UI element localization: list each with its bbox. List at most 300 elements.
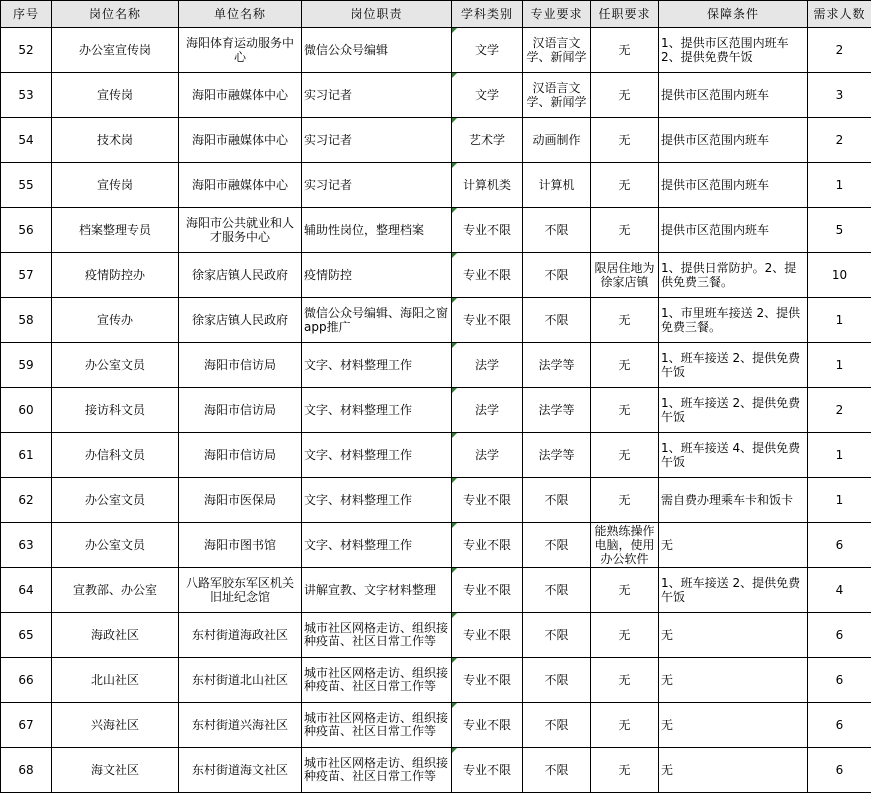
cell-condition [659, 748, 808, 793]
cell-unit-name [179, 298, 302, 343]
cell-count-text: 3 [835, 88, 844, 102]
cell-category [452, 73, 523, 118]
cell-major-text: 法学等 [538, 358, 575, 372]
cell-count-text: 2 [835, 403, 844, 417]
cell-post-name [52, 478, 179, 523]
cell-unit-name [179, 388, 302, 433]
cell-category-text: 专业不限 [462, 538, 511, 552]
table-row [1, 73, 871, 118]
cell-unit-name [179, 28, 302, 73]
cell-serial [1, 478, 52, 523]
cell-duty [302, 478, 452, 523]
cell-duty-text: 实习记者 [304, 133, 353, 147]
cell-serial-text: 54 [18, 133, 34, 147]
cell-post-name-text: 办信科文员 [84, 448, 145, 462]
column-header: 专业要求 [523, 1, 591, 28]
cell-requirement-text: 无 [618, 88, 631, 102]
cell-condition-text: 1、提供日常防护。2、提供免费三餐。 [661, 261, 797, 289]
cell-post-name [52, 253, 179, 298]
column-header: 学科类别 [452, 1, 523, 28]
cell-post-name-text: 档案整理专员 [78, 223, 151, 237]
cell-count [808, 433, 871, 478]
cell-requirement [591, 703, 659, 748]
cell-major-text: 动画制作 [532, 133, 581, 147]
cell-condition [659, 163, 808, 208]
cell-post-name-text: 宣教部、办公室 [72, 583, 157, 597]
cell-major-text: 法学等 [538, 448, 575, 462]
column-header: 岗位职责 [302, 1, 452, 28]
cell-count [808, 523, 871, 568]
cell-condition [659, 703, 808, 748]
cell-condition-text: 1、班车接送 2、提供免费午饭 [661, 576, 801, 604]
cell-post-name-text: 宣传办 [96, 313, 133, 327]
cell-count [808, 748, 871, 793]
cell-condition-text: 1、班车接送 2、提供免费午饭 [661, 396, 801, 424]
cell-requirement-text: 无 [618, 583, 631, 597]
cell-major [523, 208, 591, 253]
cell-count [808, 118, 871, 163]
cell-requirement [591, 478, 659, 523]
table-row [1, 568, 871, 613]
cell-condition-text: 需自费办理乘车卡和饭卡 [661, 493, 794, 507]
cell-major-text: 不限 [544, 268, 569, 282]
cell-condition [659, 28, 808, 73]
cell-count-text: 6 [835, 763, 844, 777]
cell-major-text: 不限 [544, 313, 569, 327]
cell-serial [1, 613, 52, 658]
cell-unit-name [179, 253, 302, 298]
cell-condition [659, 388, 808, 433]
cell-condition [659, 523, 808, 568]
cell-major [523, 73, 591, 118]
table-row [1, 118, 871, 163]
cell-serial [1, 658, 52, 703]
cell-category-text: 文学 [474, 43, 499, 57]
cell-condition [659, 478, 808, 523]
cell-serial-text: 53 [18, 88, 34, 102]
table-body [1, 28, 871, 793]
cell-unit-name [179, 748, 302, 793]
cell-requirement-text: 无 [618, 178, 631, 192]
cell-post-name-text: 北山社区 [90, 673, 139, 687]
cell-duty-text: 辅助性岗位，整理档案 [304, 223, 425, 237]
cell-unit-name-text: 海阳市融媒体中心 [191, 88, 288, 102]
cell-unit-name-text: 徐家店镇人民政府 [191, 268, 288, 282]
cell-major-text: 不限 [544, 763, 569, 777]
cell-unit-name-text: 海阳市医保局 [203, 493, 276, 507]
cell-count [808, 163, 871, 208]
cell-requirement-text: 无 [618, 718, 631, 732]
table-row [1, 658, 871, 703]
cell-post-name-text: 技术岗 [96, 133, 133, 147]
cell-duty [302, 433, 452, 478]
cell-duty-text: 城市社区网格走访、组织接种疫苗、社区日常工作等 [304, 757, 449, 783]
cell-count [808, 298, 871, 343]
cell-unit-name-text: 海阳市融媒体中心 [191, 178, 288, 192]
cell-duty [302, 613, 452, 658]
cell-unit-name-text: 海阳市公共就业和人才服务中心 [185, 216, 294, 244]
cell-duty-text: 城市社区网格走访、组织接种疫苗、社区日常工作等 [304, 622, 449, 648]
cell-unit-name [179, 118, 302, 163]
cell-category-text: 专业不限 [462, 223, 511, 237]
cell-unit-name [179, 703, 302, 748]
cell-post-name [52, 73, 179, 118]
cell-condition-text: 提供市区范围内班车 [661, 88, 770, 102]
cell-post-name [52, 208, 179, 253]
cell-category-text: 专业不限 [462, 313, 511, 327]
cell-count [808, 568, 871, 613]
cell-post-name [52, 343, 179, 388]
cell-major-text: 计算机 [538, 178, 575, 192]
cell-condition-text: 1、市里班车接送 2、提供免费三餐。 [661, 306, 801, 334]
column-header: 序号 [1, 1, 52, 28]
cell-category [452, 523, 523, 568]
cell-condition [659, 433, 808, 478]
cell-major [523, 523, 591, 568]
cell-duty-text: 实习记者 [304, 178, 353, 192]
cell-major [523, 163, 591, 208]
cell-count [808, 478, 871, 523]
cell-count-text: 2 [835, 133, 844, 147]
cell-serial [1, 253, 52, 298]
table-row [1, 163, 871, 208]
cell-unit-name [179, 73, 302, 118]
cell-serial [1, 388, 52, 433]
cell-serial-text: 66 [18, 673, 34, 687]
cell-major-text: 不限 [544, 223, 569, 237]
cell-major [523, 298, 591, 343]
cell-duty [302, 748, 452, 793]
cell-post-name [52, 118, 179, 163]
cell-post-name-text: 兴海社区 [90, 718, 139, 732]
cell-unit-name [179, 478, 302, 523]
cell-duty [302, 118, 452, 163]
cell-category-text: 文学 [474, 88, 499, 102]
cell-duty-text: 文字、材料整理工作 [304, 403, 413, 417]
cell-category [452, 703, 523, 748]
cell-major-text: 汉语言文学、新闻学 [526, 36, 587, 64]
cell-condition-text: 提供市区范围内班车 [661, 223, 770, 237]
cell-requirement-text: 无 [618, 403, 631, 417]
cell-requirement [591, 523, 659, 568]
cell-unit-name [179, 523, 302, 568]
cell-serial [1, 433, 52, 478]
cell-duty-text: 城市社区网格走访、组织接种疫苗、社区日常工作等 [304, 712, 449, 738]
cell-count-text: 2 [835, 43, 844, 57]
cell-count [808, 208, 871, 253]
cell-category [452, 118, 523, 163]
cell-serial-text: 64 [18, 583, 34, 597]
cell-requirement [591, 748, 659, 793]
cell-condition-text: 1、班车接送 4、提供免费午饭 [661, 441, 801, 469]
cell-major-text: 法学等 [538, 403, 575, 417]
cell-requirement [591, 298, 659, 343]
cell-category-text: 法学 [474, 448, 499, 462]
cell-requirement-text: 无 [618, 763, 631, 777]
cell-post-name [52, 523, 179, 568]
cell-post-name [52, 433, 179, 478]
cell-major [523, 433, 591, 478]
cell-major-text: 不限 [544, 673, 569, 687]
cell-serial [1, 568, 52, 613]
cell-requirement-text: 限居住地为徐家店镇 [594, 261, 655, 289]
cell-condition [659, 568, 808, 613]
cell-serial-text: 68 [18, 763, 34, 777]
cell-condition [659, 343, 808, 388]
cell-category-text: 专业不限 [462, 673, 511, 687]
cell-duty [302, 253, 452, 298]
cell-category [452, 208, 523, 253]
column-header: 岗位名称 [52, 1, 179, 28]
cell-post-name [52, 568, 179, 613]
cell-unit-name [179, 658, 302, 703]
cell-duty-text: 实习记者 [304, 88, 353, 102]
cell-post-name [52, 388, 179, 433]
cell-count [808, 343, 871, 388]
cell-unit-name-text: 海阳体育运动服务中心 [185, 36, 294, 64]
cell-count-text: 6 [835, 673, 844, 687]
cell-serial-text: 63 [18, 538, 34, 552]
cell-requirement [591, 433, 659, 478]
cell-post-name [52, 163, 179, 208]
cell-category-text: 专业不限 [462, 583, 511, 597]
cell-post-name [52, 298, 179, 343]
cell-condition-text: 1、班车接送 2、提供免费午饭 [661, 351, 801, 379]
column-header: 单位名称 [179, 1, 302, 28]
cell-category [452, 613, 523, 658]
cell-major [523, 658, 591, 703]
cell-category [452, 253, 523, 298]
cell-count-text: 5 [835, 223, 844, 237]
cell-unit-name-text: 徐家店镇人民政府 [191, 313, 288, 327]
table-row [1, 28, 871, 73]
table-row [1, 613, 871, 658]
cell-unit-name-text: 海阳市融媒体中心 [191, 133, 288, 147]
cell-duty-text: 文字、材料整理工作 [304, 448, 413, 462]
cell-duty-text: 疫情防控 [304, 268, 353, 282]
cell-condition-text: 无 [661, 673, 674, 687]
cell-unit-name [179, 163, 302, 208]
cell-duty [302, 343, 452, 388]
column-header: 任职要求 [591, 1, 659, 28]
cell-category [452, 568, 523, 613]
cell-serial-text: 52 [18, 43, 34, 57]
cell-requirement [591, 73, 659, 118]
cell-category-text: 计算机类 [462, 178, 511, 192]
cell-category [452, 433, 523, 478]
cell-count-text: 1 [835, 313, 844, 327]
cell-duty [302, 703, 452, 748]
cell-unit-name [179, 433, 302, 478]
cell-requirement-text: 无 [618, 673, 631, 687]
cell-major-text: 不限 [544, 628, 569, 642]
cell-duty [302, 73, 452, 118]
table-row [1, 388, 871, 433]
cell-serial [1, 163, 52, 208]
cell-count [808, 28, 871, 73]
cell-count [808, 73, 871, 118]
cell-count [808, 388, 871, 433]
cell-condition-text: 无 [661, 763, 674, 777]
cell-requirement-text: 无 [618, 448, 631, 462]
cell-post-name [52, 748, 179, 793]
cell-unit-name [179, 208, 302, 253]
cell-major-text: 不限 [544, 538, 569, 552]
cell-major [523, 253, 591, 298]
cell-count-text: 6 [835, 718, 844, 732]
cell-duty [302, 298, 452, 343]
cell-category [452, 28, 523, 73]
cell-category-text: 法学 [474, 403, 499, 417]
cell-category-text: 专业不限 [462, 763, 511, 777]
cell-count-text: 10 [831, 268, 848, 282]
cell-post-name [52, 28, 179, 73]
cell-major [523, 388, 591, 433]
table-row [1, 433, 871, 478]
cell-post-name-text: 疫情防控办 [84, 268, 145, 282]
cell-category-text: 专业不限 [462, 493, 511, 507]
cell-unit-name-text: 海阳市信访局 [203, 358, 276, 372]
cell-category-text: 艺术学 [468, 133, 505, 147]
cell-major [523, 748, 591, 793]
cell-category-text: 专业不限 [462, 628, 511, 642]
cell-major [523, 568, 591, 613]
cell-count-text: 1 [835, 448, 844, 462]
column-header: 保障条件 [659, 1, 808, 28]
cell-count-text: 1 [835, 178, 844, 192]
cell-post-name-text: 办公室文员 [84, 493, 145, 507]
cell-count-text: 4 [835, 583, 844, 597]
cell-major [523, 343, 591, 388]
table-row [1, 343, 871, 388]
cell-serial [1, 703, 52, 748]
cell-requirement [591, 658, 659, 703]
cell-count-text: 1 [835, 493, 844, 507]
cell-post-name [52, 613, 179, 658]
cell-serial [1, 748, 52, 793]
table-row [1, 253, 871, 298]
cell-unit-name [179, 343, 302, 388]
cell-category [452, 298, 523, 343]
cell-duty [302, 208, 452, 253]
cell-category-text: 专业不限 [462, 718, 511, 732]
cell-duty [302, 523, 452, 568]
cell-major [523, 478, 591, 523]
cell-duty-text: 讲解宣教、文字材料整理 [304, 583, 437, 597]
cell-requirement [591, 343, 659, 388]
cell-unit-name-text: 海阳市信访局 [203, 448, 276, 462]
cell-major [523, 118, 591, 163]
cell-requirement [591, 28, 659, 73]
cell-count-text: 6 [835, 538, 844, 552]
cell-requirement-text: 无 [618, 223, 631, 237]
cell-unit-name-text: 八路军胶东军区机关旧址纪念馆 [185, 576, 294, 604]
table-row [1, 298, 871, 343]
cell-requirement-text: 无 [618, 493, 631, 507]
cell-count [808, 658, 871, 703]
cell-condition-text: 无 [661, 718, 674, 732]
cell-requirement [591, 163, 659, 208]
cell-category [452, 388, 523, 433]
cell-unit-name [179, 568, 302, 613]
cell-duty [302, 568, 452, 613]
cell-requirement-text: 无 [618, 358, 631, 372]
cell-requirement [591, 568, 659, 613]
cell-category-text: 专业不限 [462, 268, 511, 282]
cell-post-name-text: 办公室文员 [84, 358, 145, 372]
cell-serial [1, 73, 52, 118]
cell-unit-name-text: 海阳市图书馆 [203, 538, 276, 552]
cell-requirement-text: 无 [618, 313, 631, 327]
cell-serial-text: 60 [18, 403, 34, 417]
cell-duty [302, 658, 452, 703]
cell-count [808, 613, 871, 658]
cell-serial-text: 58 [18, 313, 34, 327]
cell-unit-name-text: 东村街道海政社区 [191, 628, 288, 642]
cell-major-text: 汉语言文学、新闻学 [526, 81, 587, 109]
cell-serial [1, 28, 52, 73]
cell-duty-text: 文字、材料整理工作 [304, 493, 413, 507]
cell-category-text: 法学 [474, 358, 499, 372]
cell-requirement-text: 能熟练操作电脑，使用办公软件 [594, 524, 655, 566]
cell-unit-name-text: 海阳市信访局 [203, 403, 276, 417]
cell-condition [659, 208, 808, 253]
cell-condition [659, 118, 808, 163]
cell-post-name-text: 办公室文员 [84, 538, 145, 552]
cell-condition [659, 298, 808, 343]
cell-condition-text: 无 [661, 538, 674, 552]
cell-condition [659, 253, 808, 298]
table-row [1, 208, 871, 253]
cell-post-name-text: 海政社区 [90, 628, 139, 642]
cell-condition [659, 658, 808, 703]
cell-duty-text: 文字、材料整理工作 [304, 538, 413, 552]
cell-requirement-text: 无 [618, 133, 631, 147]
cell-condition [659, 73, 808, 118]
cell-serial [1, 118, 52, 163]
cell-count [808, 253, 871, 298]
cell-serial [1, 343, 52, 388]
cell-unit-name [179, 613, 302, 658]
cell-serial-text: 62 [18, 493, 34, 507]
cell-post-name [52, 703, 179, 748]
cell-category [452, 163, 523, 208]
cell-serial-text: 59 [18, 358, 34, 372]
cell-requirement [591, 388, 659, 433]
cell-major [523, 613, 591, 658]
cell-serial [1, 523, 52, 568]
cell-duty-text: 城市社区网格走访、组织接种疫苗、社区日常工作等 [304, 667, 449, 693]
cell-post-name-text: 宣传岗 [96, 178, 133, 192]
cell-requirement [591, 208, 659, 253]
cell-count-text: 6 [835, 628, 844, 642]
cell-major [523, 28, 591, 73]
cell-unit-name-text: 东村街道海文社区 [191, 763, 288, 777]
table-row [1, 748, 871, 793]
cell-major-text: 不限 [544, 583, 569, 597]
cell-duty-text: 微信公众号编辑 [304, 43, 389, 57]
cell-serial-text: 65 [18, 628, 34, 642]
cell-serial [1, 298, 52, 343]
cell-major-text: 不限 [544, 493, 569, 507]
cell-condition-text: 无 [661, 628, 674, 642]
cell-requirement [591, 118, 659, 163]
cell-unit-name-text: 东村街道兴海社区 [191, 718, 288, 732]
cell-unit-name-text: 东村街道北山社区 [191, 673, 288, 687]
cell-serial-text: 56 [18, 223, 34, 237]
cell-duty [302, 163, 452, 208]
cell-post-name-text: 办公室宣传岗 [78, 43, 151, 57]
